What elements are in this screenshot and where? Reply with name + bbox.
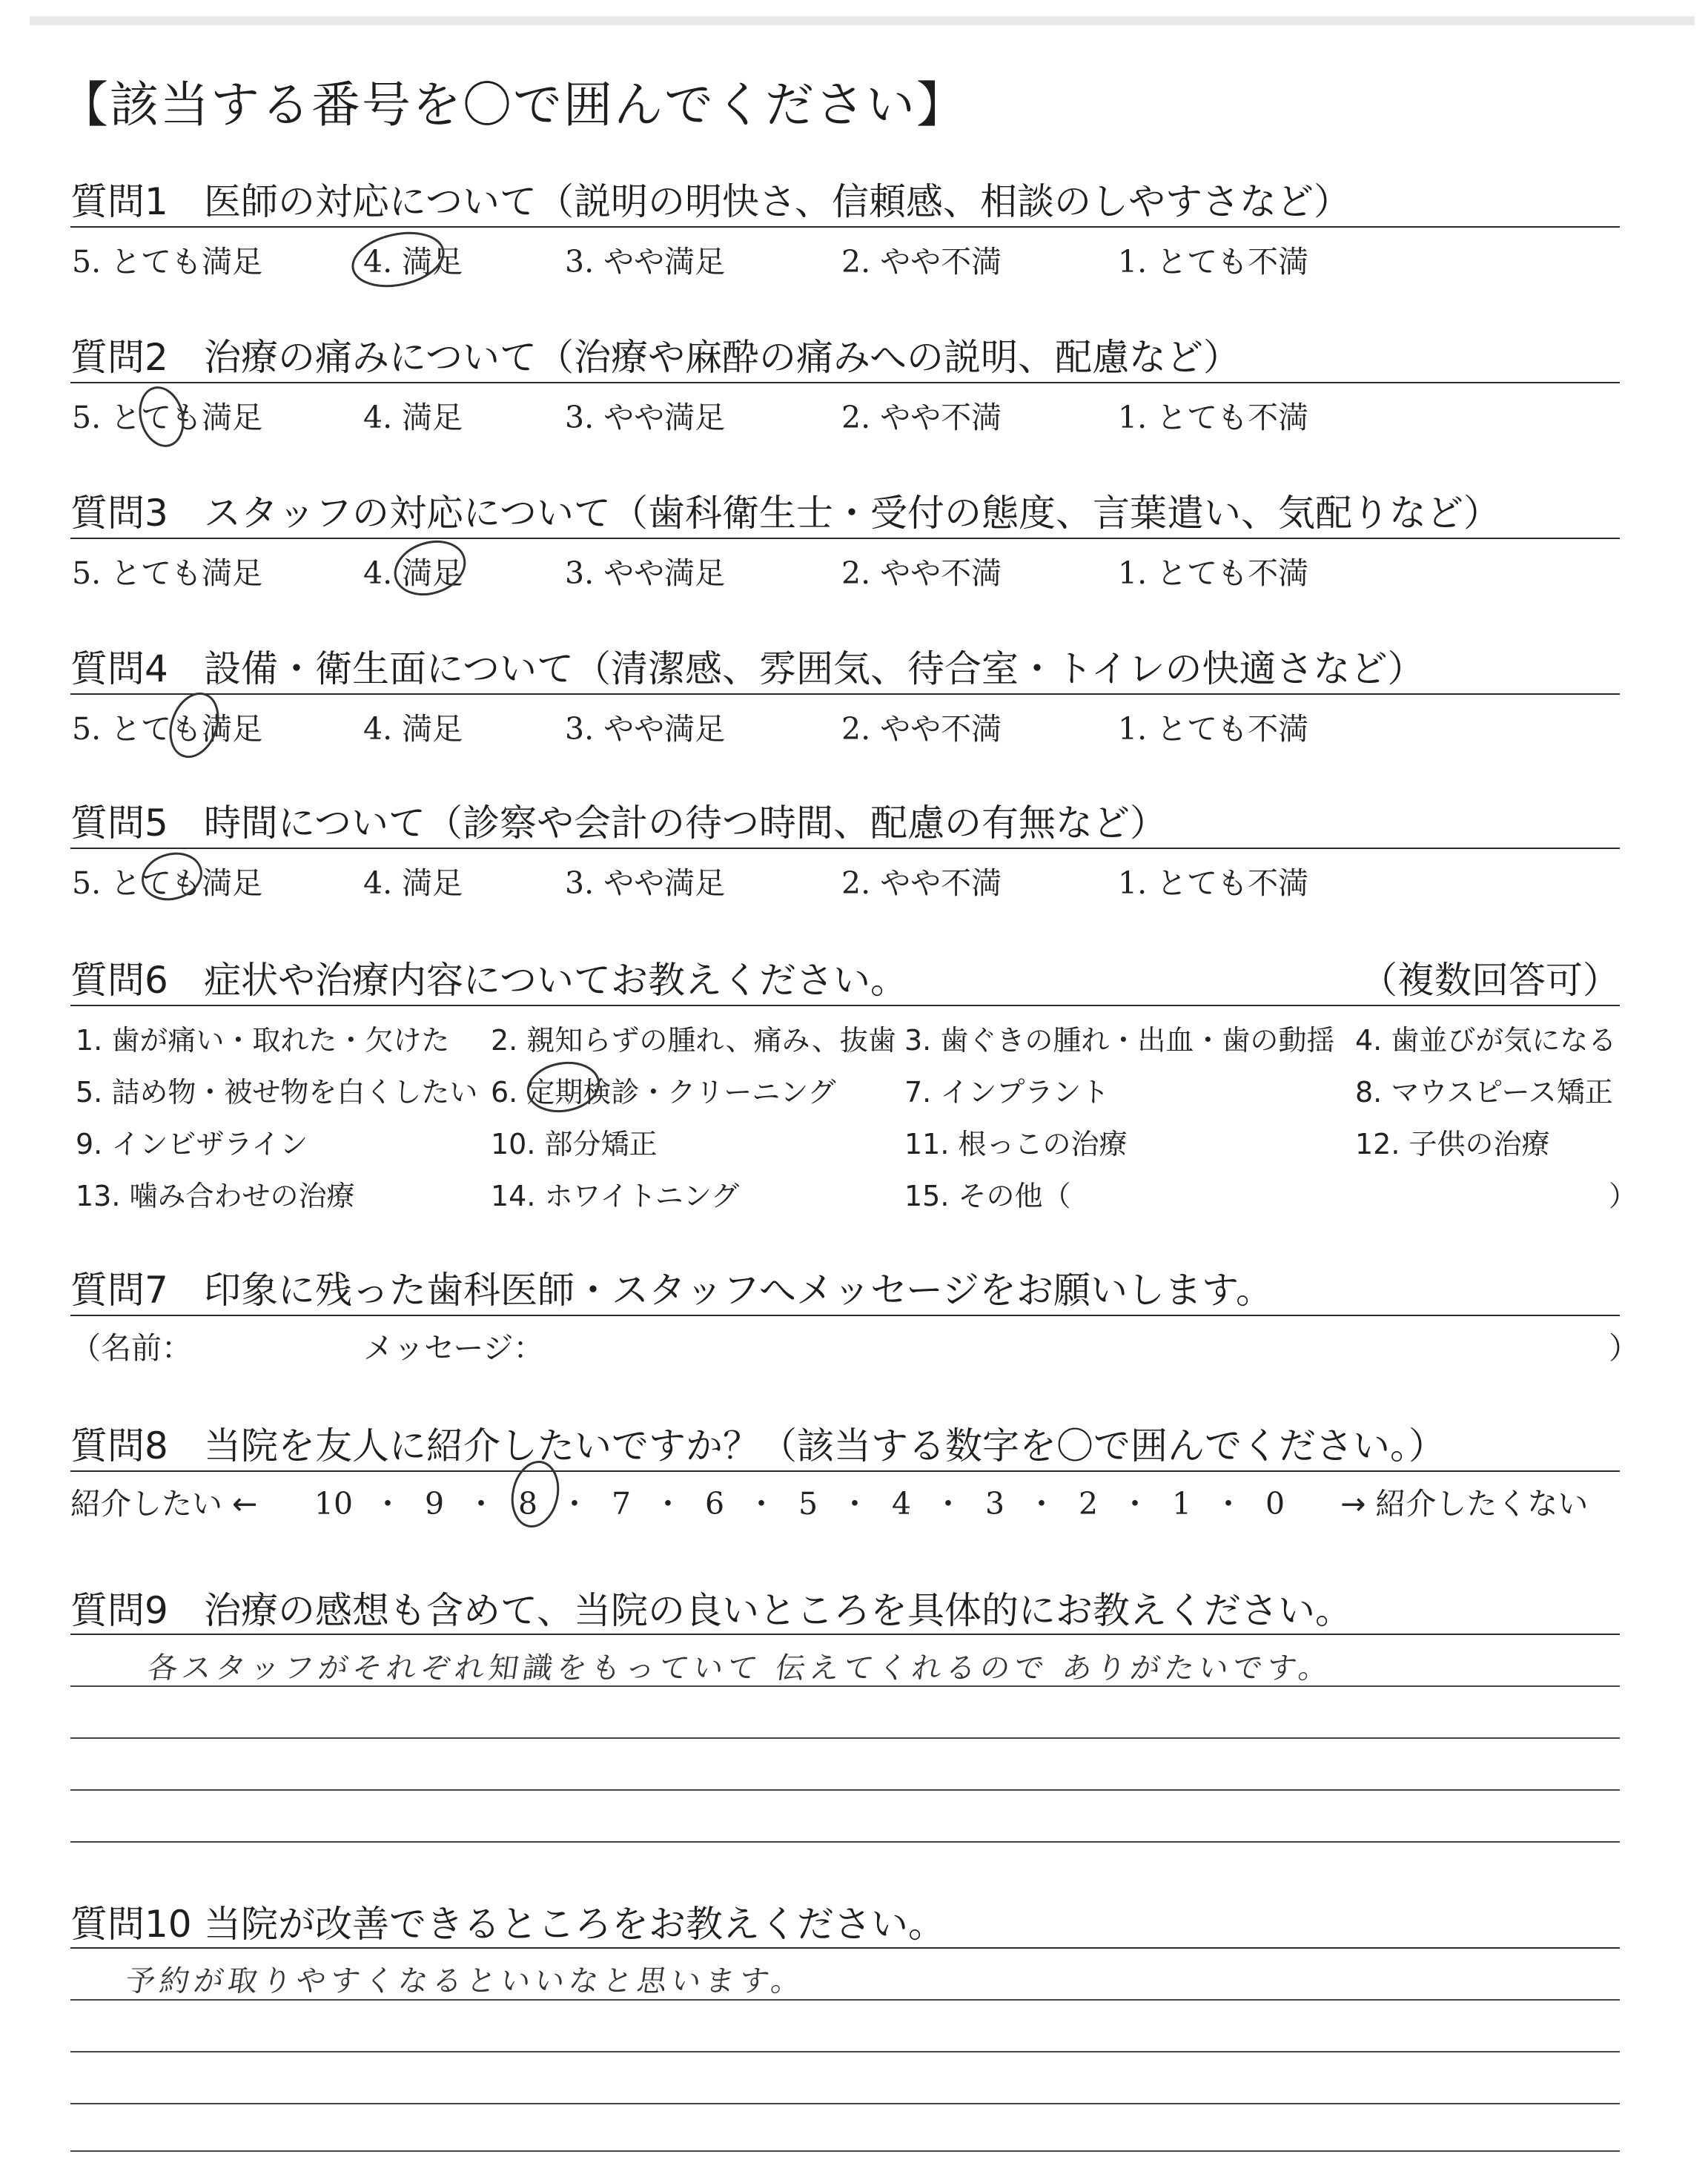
question-5-number: 質問5 [70,802,168,845]
question-4-text: 設備・衛生面について（清潔感、雰囲気、待合室・トイレの快適さなど） [204,647,1425,690]
q6-item-15[interactable]: 15. その他（ [904,1180,1071,1212]
q1-option-3[interactable]: 3. やや満足 [565,244,726,280]
question-8-title [70,1416,1446,1470]
question-6-note: （複数回答可） [1360,959,1620,1002]
q8-scale-separator: ・ [933,1486,964,1522]
q4-option-1[interactable]: 1. とても不満 [1118,711,1309,747]
q2-option-3[interactable]: 3. やや満足 [565,400,726,435]
scan-top-edge [30,16,1695,25]
question-3-rule [70,538,1620,539]
question-3-title [70,483,1500,537]
q8-scale-separator: ・ [372,1486,403,1522]
q8-scale-separator: ・ [1026,1486,1057,1522]
q8-scale-value-9[interactable]: 9 [424,1486,445,1522]
question-10-number: 質問10 [70,1903,192,1946]
q6-item-15-close: ） [1609,1180,1638,1212]
q5-option-4[interactable]: 4. 満足 [363,865,463,901]
q3-option-2[interactable]: 2. やや不満 [841,555,1002,591]
question-5-title [70,793,1167,847]
question-2-title [70,328,1240,381]
q8-scale-separator: ・ [466,1486,497,1522]
question-5-text: 時間について（診察や会計の待つ時間、配慮の有無など） [204,802,1167,845]
q4-option-2[interactable]: 2. やや不満 [841,711,1002,747]
question-10-title [70,1895,945,1948]
q8-scale-separator: ・ [1119,1486,1151,1522]
q6-item-14[interactable]: 14. ホワイトニング [491,1180,740,1212]
question-5-rule [70,848,1620,849]
q8-scale-separator: ・ [839,1486,870,1522]
q8-scale-value-7[interactable]: 7 [611,1486,632,1522]
question-4-number: 質問4 [70,647,168,690]
q8-scale [311,1479,1290,1523]
question-9-title [70,1581,1352,1634]
q8-scale-value-0[interactable]: 0 [1265,1486,1285,1522]
question-7-rule [70,1315,1620,1316]
q1-option-1[interactable]: 1. とても不満 [1118,244,1309,280]
q10-line-2 [70,2051,1620,2052]
q9-line-3 [70,1789,1620,1791]
q6-item-7[interactable]: 7. インプラント [904,1076,1110,1109]
q10-line-4 [70,2150,1620,2152]
q6-item-1[interactable]: 1. 歯が痛い・取れた・欠けた [76,1024,450,1057]
q2-option-1[interactable]: 1. とても不満 [1118,400,1309,435]
question-3-number: 質問3 [70,492,168,535]
question-6-number: 質問6 [70,959,168,1002]
q4-option-5[interactable]: 5. とても満足 [72,711,263,747]
q8-scale-separator: ・ [1213,1486,1244,1522]
q2-option-5[interactable]: 5. とても満足 [72,400,263,435]
question-8-number: 質問8 [70,1424,168,1467]
q5-option-1[interactable]: 1. とても不満 [1118,865,1309,901]
q8-scale-value-8[interactable]: 8 [517,1486,538,1522]
q8-scale-value-6[interactable]: 6 [704,1486,725,1522]
q8-scale-separator: ・ [559,1486,590,1522]
q3-option-4[interactable]: 4. 満足 [363,555,463,591]
question-3-text: スタッフの対応について（歯科衛生士・受付の態度、言葉遣い、気配りなど） [204,492,1500,535]
q1-option-4[interactable]: 4. 満足 [363,244,463,280]
question-7-number: 質問7 [70,1269,168,1312]
question-6-title [70,951,907,1004]
q9-line-4 [70,1841,1620,1843]
q9-line-1 [70,1685,1620,1687]
q7-name-label: （名前： [70,1330,192,1366]
q8-scale-value-5[interactable]: 5 [798,1486,818,1522]
q8-scale-value-2[interactable]: 2 [1078,1486,1099,1522]
q8-scale-separator: ・ [652,1486,683,1522]
q8-scale-value-3[interactable]: 3 [984,1486,1005,1522]
q6-item-10[interactable]: 10. 部分矯正 [491,1128,658,1160]
q6-item-13[interactable]: 13. 噛み合わせの治療 [76,1180,355,1212]
question-8-rule [70,1470,1620,1472]
q10-line-1 [70,1999,1620,2001]
question-10-rule [70,1947,1620,1949]
q8-left-label: 紹介したい ← [70,1486,258,1522]
q6-item-11[interactable]: 11. 根っこの治療 [904,1128,1128,1160]
q6-item-12[interactable]: 12. 子供の治療 [1355,1128,1550,1160]
q6-item-4[interactable]: 4. 歯並びが気になる [1355,1024,1617,1057]
q6-item-6[interactable]: 6. 定期検診・クリーニング [491,1076,836,1109]
question-9-rule [70,1634,1620,1635]
q6-item-5[interactable]: 5. 詰め物・被せ物を白くしたい [76,1076,478,1109]
question-2-text: 治療の痛みについて（治療や麻酔の痛みへの説明、配慮など） [204,336,1240,379]
q1-option-5[interactable]: 5. とても満足 [72,244,263,280]
question-4-rule [70,693,1620,695]
question-1-title [70,172,1351,225]
q7-close-paren: ） [1609,1330,1639,1366]
q2-option-4[interactable]: 4. 満足 [363,400,463,435]
question-9-number: 質問9 [70,1589,168,1632]
q4-option-4[interactable]: 4. 満足 [363,711,463,747]
q8-right-label: → 紹介したくない [1340,1486,1589,1522]
page-header: 【該当する番号を〇で囲んでください】 [59,76,967,133]
q10-handwritten-answer: 予約が取りやすくなるといいなと思います。 [123,1964,808,1998]
q5-option-5[interactable]: 5. とても満足 [72,865,263,901]
q6-item-9[interactable]: 9. インビザライン [76,1128,308,1160]
q9-handwritten-answer: 各スタッフがそれぞれ知識をもっていて 伝えてくれるので ありがたいです。 [145,1651,1335,1685]
q5-option-3[interactable]: 3. やや満足 [565,865,726,901]
question-1-number: 質問1 [70,180,168,223]
q3-option-1[interactable]: 1. とても不満 [1118,555,1309,591]
question-1-rule [70,226,1620,228]
question-1-text: 医師の対応について（説明の明快さ、信頼感、相談のしやすさなど） [204,180,1351,223]
question-6-rule [70,1005,1620,1006]
q8-scale-separator: ・ [746,1486,777,1522]
question-2-rule [70,382,1620,383]
question-9-text: 治療の感想も含めて、当院の良いところを具体的にお教えください。 [204,1589,1352,1632]
q4-option-3[interactable]: 3. やや満足 [565,711,726,747]
q3-option-3[interactable]: 3. やや満足 [565,555,726,591]
q2-option-2[interactable]: 2. やや不満 [841,400,1002,435]
question-7-text: 印象に残った歯科医師・スタッフへメッセージをお願いします。 [204,1269,1273,1312]
q6-item-2[interactable]: 2. 親知らずの腫れ、痛み、抜歯 [491,1024,896,1057]
q5-option-2[interactable]: 2. やや不満 [841,865,1002,901]
q8-scale-value-4[interactable]: 4 [891,1486,912,1522]
q7-message-label: メッセージ： [363,1330,544,1366]
q8-scale-value-1[interactable]: 1 [1171,1486,1192,1522]
question-8-text: 当院を友人に紹介したいですか？（該当する数字を〇で囲んでください。） [204,1424,1446,1467]
q3-option-5[interactable]: 5. とても満足 [72,555,263,591]
q10-line-3 [70,2103,1620,2104]
question-2-number: 質問2 [70,336,168,379]
q9-line-2 [70,1737,1620,1739]
q6-item-3[interactable]: 3. 歯ぐきの腫れ・出血・歯の動揺 [904,1024,1335,1057]
q1-option-2[interactable]: 2. やや不満 [841,244,1002,280]
q8-scale-value-10[interactable]: 10 [314,1486,354,1522]
question-7-title [70,1261,1273,1314]
question-6-text: 症状や治療内容についてお教えください。 [204,959,907,1002]
q6-item-8[interactable]: 8. マウスピース矯正 [1355,1076,1613,1109]
question-10-text: 当院が改善できるところをお教えください。 [204,1903,945,1946]
question-4-title [70,639,1425,693]
